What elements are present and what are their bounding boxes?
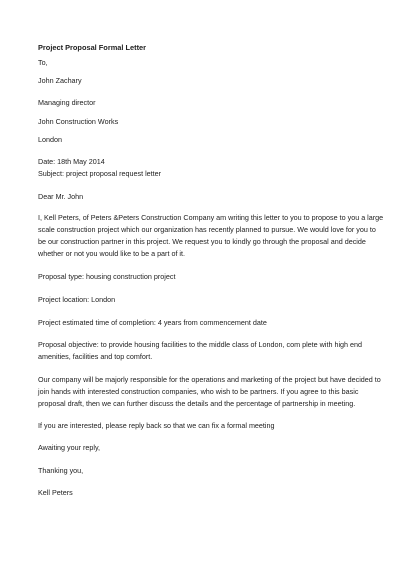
paragraph-1-line-3: be our construction partner in this project. We request you to kindly go through the proposal and decide bbox=[38, 237, 366, 246]
greeting: Dear Mr. John bbox=[38, 192, 84, 201]
salutation-to: To, bbox=[38, 58, 48, 67]
paragraph-2-line-1: Our company will be majorly responsible for the operations and marketing of the project but have decided to bbox=[38, 375, 381, 384]
paragraph-2-line-3: proposal draft, then we can further discuss the details and the percentage of partnership in meeting. bbox=[38, 399, 356, 408]
signature: Kell Peters bbox=[38, 488, 73, 497]
proposal-type: Proposal type: housing construction project bbox=[38, 272, 176, 281]
recipient-city: London bbox=[38, 135, 62, 144]
project-location: Project location: London bbox=[38, 295, 116, 304]
letter-date: Date: 18th May 2014 bbox=[38, 157, 105, 166]
paragraph-1-line-1: I, Kell Peters, of Peters &Peters Construction Company am writing this letter to you to propose to you a large bbox=[38, 213, 384, 222]
letter-title: Project Proposal Formal Letter bbox=[38, 43, 147, 52]
awaiting-line: Awaiting your reply, bbox=[38, 443, 101, 452]
objective-line-1: Proposal objective: to provide housing facilities to the middle class of London, com plete with high end bbox=[38, 340, 363, 349]
completion-time: Project estimated time of completion: 4 years from commencement date bbox=[38, 318, 267, 327]
recipient-title: Managing director bbox=[38, 98, 96, 107]
interest-line: If you are interested, please reply back so that we can fix a formal meeting bbox=[38, 421, 275, 430]
paragraph-1-line-4: whether or not you would like to be a part of it. bbox=[38, 249, 186, 258]
thanks-line: Thanking you, bbox=[38, 466, 84, 475]
recipient-company: John Construction Works bbox=[38, 117, 119, 126]
paragraph-1-line-2: scale construction project which our organization has recently planned to pursue. We would love for you to bbox=[38, 225, 376, 234]
letter-subject: Subject: project proposal request letter bbox=[38, 169, 162, 178]
paragraph-2-line-2: join hands with interested construction companies, who wish to be partners. If you agree to this basic bbox=[38, 387, 359, 396]
objective-line-2: amenities, facilities and top comfort. bbox=[38, 352, 153, 361]
recipient-name: John Zachary bbox=[38, 76, 82, 85]
